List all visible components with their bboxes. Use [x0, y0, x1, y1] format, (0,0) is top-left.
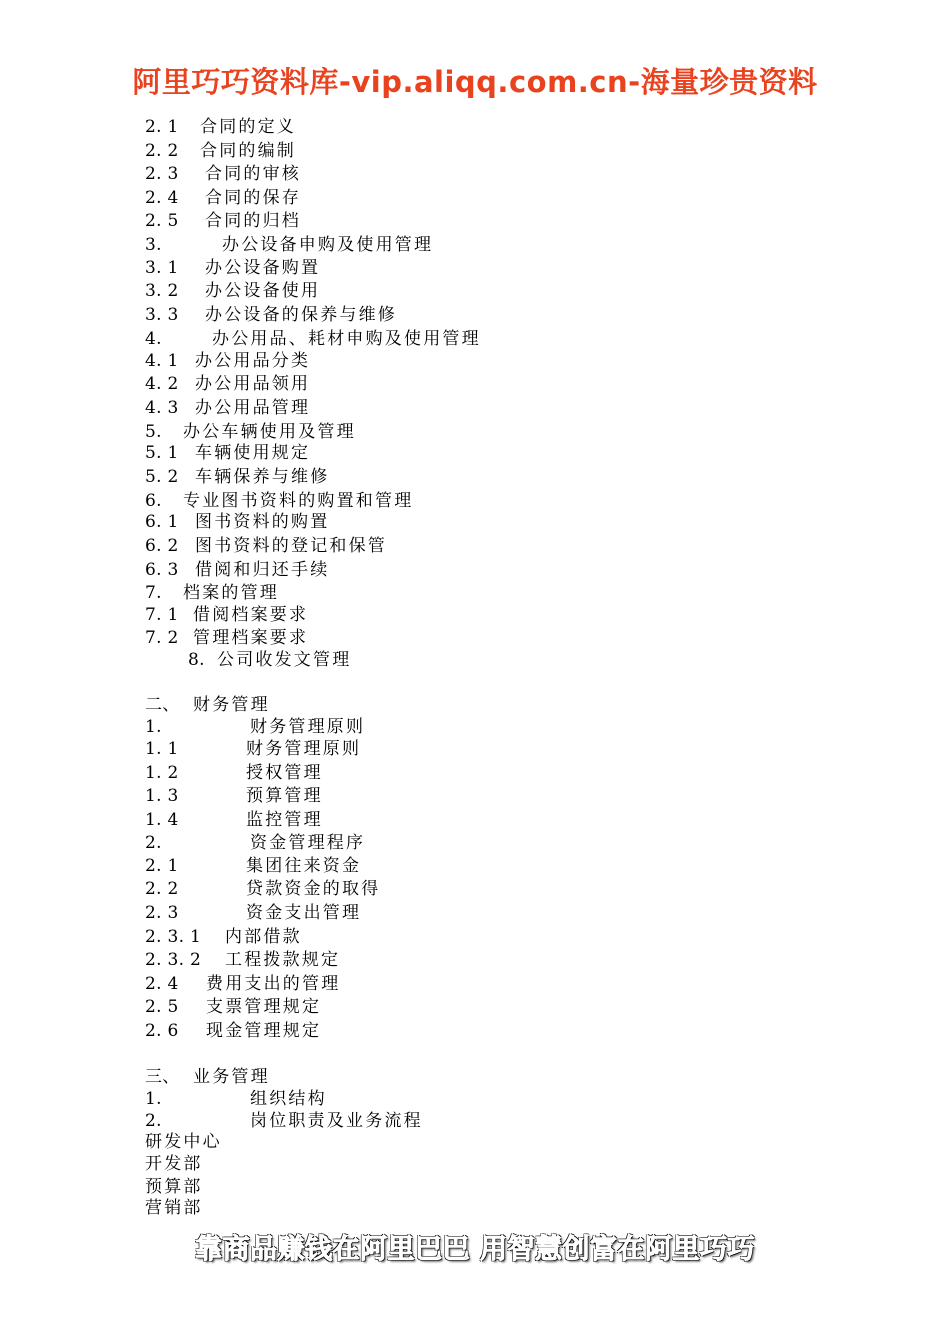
- toc-line-title: 业务管理: [193, 1067, 270, 1087]
- toc-line: [0, 737, 950, 761]
- toc-line: [0, 558, 950, 582]
- toc-line-title: 预算管理: [246, 786, 323, 806]
- toc-line-number: 4. 1: [145, 351, 179, 371]
- toc-line: [0, 186, 950, 210]
- toc-line: [0, 256, 950, 280]
- toc-line-number: 3.: [145, 235, 162, 255]
- toc-line-number: 2. 6: [145, 1021, 179, 1041]
- toc-line-number: 3. 2: [145, 281, 179, 301]
- toc-line: [0, 877, 950, 901]
- toc-line: [0, 396, 950, 420]
- toc-line-number: 2.: [145, 1111, 162, 1131]
- toc-line-title: 预算部: [145, 1177, 203, 1197]
- toc-line-number: 2. 2: [145, 141, 179, 161]
- toc-line: [0, 603, 950, 627]
- toc-line-title: 费用支出的管理: [206, 974, 341, 994]
- toc-line: [0, 209, 950, 233]
- toc-line-title: 财务管理原则: [246, 739, 362, 759]
- toc-line: [0, 761, 950, 785]
- toc-line: [0, 581, 950, 605]
- toc-line-number: 6. 3: [145, 560, 179, 580]
- toc-line-number: 2. 5: [145, 211, 179, 231]
- toc-line-title: 资金管理程序: [250, 833, 366, 853]
- toc-line: [0, 715, 950, 739]
- toc-line-title: 办公设备的保养与维修: [205, 305, 397, 325]
- toc-line-number: 4. 2: [145, 374, 179, 394]
- toc-line-title: 车辆保养与维修: [195, 467, 330, 487]
- toc-line-number: 6. 1: [145, 512, 179, 532]
- toc-line-number: 2. 4: [145, 974, 179, 994]
- toc-line-title: 管理档案要求: [193, 628, 309, 648]
- toc-line: [0, 303, 950, 327]
- toc-line: [0, 349, 950, 373]
- toc-line: [0, 925, 950, 949]
- toc-line-number: 4.: [145, 329, 162, 349]
- toc-line-number: 8.: [188, 650, 205, 670]
- toc-line-title: 合同的保存: [205, 188, 301, 208]
- toc-line-title: 工程拨款规定: [225, 950, 341, 970]
- toc-line: [0, 693, 950, 717]
- toc-line-number: 二、: [145, 695, 180, 715]
- toc-line-title: 办公设备申购及使用管理: [222, 235, 434, 255]
- toc-line-number: 1.: [145, 717, 162, 737]
- toc-line-number: 1.: [145, 1089, 162, 1109]
- toc-line: [0, 233, 950, 257]
- toc-line-title: 图书资料的登记和保管: [195, 536, 387, 556]
- toc-line: [0, 831, 950, 855]
- toc-line: [0, 784, 950, 808]
- toc-line-title: 研发中心: [145, 1132, 222, 1152]
- toc-line: [0, 854, 950, 878]
- footer-banner: 靠商品赚钱在阿里巴巴 用智慧创富在阿里巧巧: [195, 1234, 755, 1265]
- toc-line-number: 7. 2: [145, 628, 179, 648]
- toc-line-title: 合同的编制: [200, 141, 296, 161]
- toc-line: [0, 1019, 950, 1043]
- toc-line: [0, 162, 950, 186]
- toc-line: [0, 279, 950, 303]
- toc-line: [0, 972, 950, 996]
- toc-line: [0, 901, 950, 925]
- toc-line-title: 财务管理: [193, 695, 270, 715]
- toc-line-title: 资金支出管理: [246, 903, 362, 923]
- toc-line-title: 现金管理规定: [206, 1021, 322, 1041]
- toc-line-number: 5. 1: [145, 443, 179, 463]
- toc-line-title: 监控管理: [246, 810, 323, 830]
- toc-line: [0, 1196, 950, 1220]
- toc-line-number: 2. 2: [145, 879, 179, 899]
- header-banner: 阿里巧巧资料库-vip.aliqq.com.cn-海量珍贵资料: [132, 65, 818, 99]
- toc-line-title: 借阅档案要求: [193, 605, 309, 625]
- toc-line-title: 办公用品、耗材申购及使用管理: [212, 329, 481, 349]
- toc-line-number: 6.: [145, 491, 162, 511]
- toc-line-title: 办公用品分类: [195, 351, 311, 371]
- toc-line-number: 3. 3: [145, 305, 179, 325]
- toc-line-title: 合同的归档: [205, 211, 301, 231]
- toc-line-number: 2.: [145, 833, 162, 853]
- toc-line-title: 开发部: [145, 1154, 203, 1174]
- toc-line: [0, 465, 950, 489]
- toc-line-number: 7.: [145, 583, 162, 603]
- toc-line-title: 组织结构: [250, 1089, 327, 1109]
- toc-line-number: 3. 1: [145, 258, 179, 278]
- toc-line-title: 内部借款: [225, 927, 302, 947]
- toc-line: [0, 510, 950, 534]
- toc-line: [0, 1087, 950, 1111]
- toc-line-number: 2. 3. 1: [145, 927, 202, 947]
- toc-line-title: 授权管理: [246, 763, 323, 783]
- toc-line: [0, 1130, 950, 1154]
- toc-line: [0, 808, 950, 832]
- toc-line: [0, 626, 950, 650]
- toc-line: [0, 1065, 950, 1089]
- toc-line: [0, 372, 950, 396]
- toc-line-number: 2. 5: [145, 997, 179, 1017]
- toc-line-number: 7. 1: [145, 605, 179, 625]
- toc-line-title: 办公用品管理: [195, 398, 311, 418]
- toc-line-title: 图书资料的购置: [195, 512, 330, 532]
- toc-line-title: 集团往来资金: [246, 856, 362, 876]
- toc-line-number: 2. 4: [145, 188, 179, 208]
- toc-line-number: 4. 3: [145, 398, 179, 418]
- toc-line-title: 营销部: [145, 1198, 203, 1218]
- toc-line: [0, 441, 950, 465]
- toc-line: [0, 948, 950, 972]
- toc-line-title: 贷款资金的取得: [246, 879, 381, 899]
- toc-line: [0, 1152, 950, 1176]
- toc-line-title: 专业图书资料的购置和管理: [183, 491, 414, 511]
- toc-line-number: 2. 3: [145, 903, 179, 923]
- toc-line: [0, 115, 950, 139]
- toc-line-title: 办公车辆使用及管理: [183, 422, 356, 442]
- toc-line-number: 5.: [145, 422, 162, 442]
- toc-line-number: 2. 1: [145, 856, 179, 876]
- toc-line-title: 合同的审核: [205, 164, 301, 184]
- toc-line: [0, 327, 950, 351]
- toc-line-number: 1. 1: [145, 739, 179, 759]
- toc-line-title: 档案的管理: [183, 583, 279, 603]
- toc-line-number: 5. 2: [145, 467, 179, 487]
- toc-line-number: 1. 2: [145, 763, 179, 783]
- toc-line-title: 办公设备使用: [205, 281, 321, 301]
- toc-line: [0, 139, 950, 163]
- toc-line-title: 财务管理原则: [250, 717, 366, 737]
- toc-line-number: 1. 4: [145, 810, 179, 830]
- toc-line-title: 合同的定义: [200, 117, 296, 137]
- toc-line-number: 2. 3: [145, 164, 179, 184]
- toc-line-title: 借阅和归还手续: [195, 560, 330, 580]
- toc-line-number: 1. 3: [145, 786, 179, 806]
- toc-line-title: 办公设备购置: [205, 258, 321, 278]
- toc-line: [0, 534, 950, 558]
- toc-line-number: 2. 3. 2: [145, 950, 202, 970]
- toc-line-number: 三、: [145, 1067, 180, 1087]
- toc-line-title: 办公用品领用: [195, 374, 311, 394]
- toc-line-title: 支票管理规定: [206, 997, 322, 1017]
- toc-line: [0, 648, 950, 672]
- toc-line-title: 车辆使用规定: [195, 443, 311, 463]
- toc-line-number: 2. 1: [145, 117, 179, 137]
- toc-line: [0, 995, 950, 1019]
- toc-line-number: 6. 2: [145, 536, 179, 556]
- toc-line-title: 岗位职责及业务流程: [250, 1111, 423, 1131]
- toc-line-title: 公司收发文管理: [217, 650, 352, 670]
